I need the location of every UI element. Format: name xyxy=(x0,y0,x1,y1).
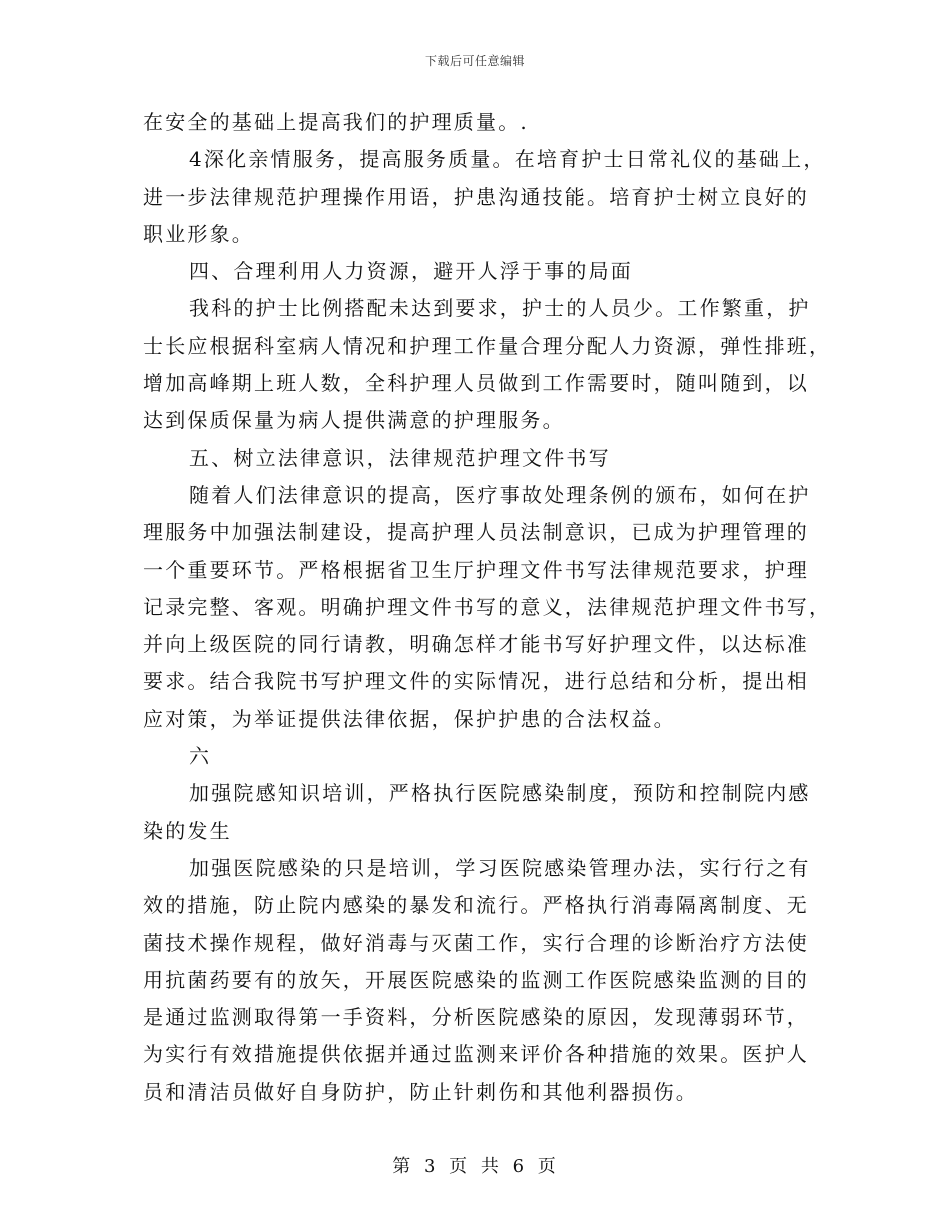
text-line: 职业形象。 xyxy=(143,221,254,246)
text-line: 五、树立法律意识，法律规范护理文件书写 xyxy=(189,445,611,470)
text-line: 要求。结合我院书写护理文件的实际情况，进行总结和分析，提出相 xyxy=(143,669,809,694)
text-line: 进一步法律规范护理操作用语，护患沟通技能。培育护士树立良好的 xyxy=(143,184,809,209)
text-line: 加强医院感染的只是培训，学习医院感染管理办法，实行行之有 xyxy=(189,855,811,880)
text-line: 记录完整、客观。明确护理文件书写的意义，法律规范护理文件书写， xyxy=(143,594,832,619)
text-line: 效的措施，防止院内感染的暴发和流行。严格执行消毒隔离制度、无 xyxy=(143,893,809,918)
text-line: 四、合理利用人力资源，避开人浮于事的局面 xyxy=(189,259,633,284)
text-line: 应对策，为举证提供法律依据，保护护患的合法权益。 xyxy=(143,706,676,731)
page-header: 下载后可任意编辑 xyxy=(424,54,525,68)
text-line: 六 xyxy=(189,744,212,769)
text-line: 加强院感知识培训，严格执行医院感染制度，预防和控制院内感 xyxy=(189,781,811,806)
text-line: 一个重要环节。严格根据省卫生厅护理文件书写法律规范要求，护理 xyxy=(143,557,809,582)
text-line: 增加高峰期上班人数，全科护理人员做到工作需要时，随叫随到，以 xyxy=(143,371,809,396)
text-line: 菌技术操作规程，做好消毒与灭菌工作，实行合理的诊断治疗方法使 xyxy=(143,930,809,955)
page-number-footer: 第 3 页 共 6 页 xyxy=(392,1156,558,1177)
text-line: 为实行有效措施提供依据并通过监测来评价各种措施的效果。医护人 xyxy=(143,1042,809,1067)
text-line: 染的发生 xyxy=(143,818,232,843)
text-line: 是通过监测取得第一手资料，分析医院感染的原因，发现薄弱环节， xyxy=(143,1005,809,1030)
document-body xyxy=(143,104,832,1111)
text-line: 随着人们法律意识的提高，医疗事故处理条例的颁布，如何在护 xyxy=(189,482,811,507)
text-line: 我科的护士比例搭配未达到要求，护士的人员少。工作繁重，护 xyxy=(189,296,811,321)
text-line: 员和清洁员做好自身防护，防止针刺伤和其他利器损伤。 xyxy=(143,1079,698,1104)
text-line: 士长应根据科室病人情况和护理工作量合理分配人力资源，弹性排班， xyxy=(143,333,832,358)
text-line: 在安全的基础上提高我们的护理质量。. xyxy=(143,110,529,134)
text-line: 理服务中加强法制建设，提高护理人员法制意识，已成为护理管理的 xyxy=(143,520,809,545)
text-line: 4深化亲情服务，提高服务质量。在培育护士日常礼仪的基础上， xyxy=(189,147,826,172)
text-line: 并向上级医院的同行请教，明确怎样才能书写好护理文件，以达标准 xyxy=(143,632,809,657)
text-line: 达到保质保量为病人提供满意的护理服务。 xyxy=(143,408,565,433)
text-line: 用抗菌药要有的放矢，开展医院感染的监测工作医院感染监测的目的 xyxy=(143,967,809,992)
